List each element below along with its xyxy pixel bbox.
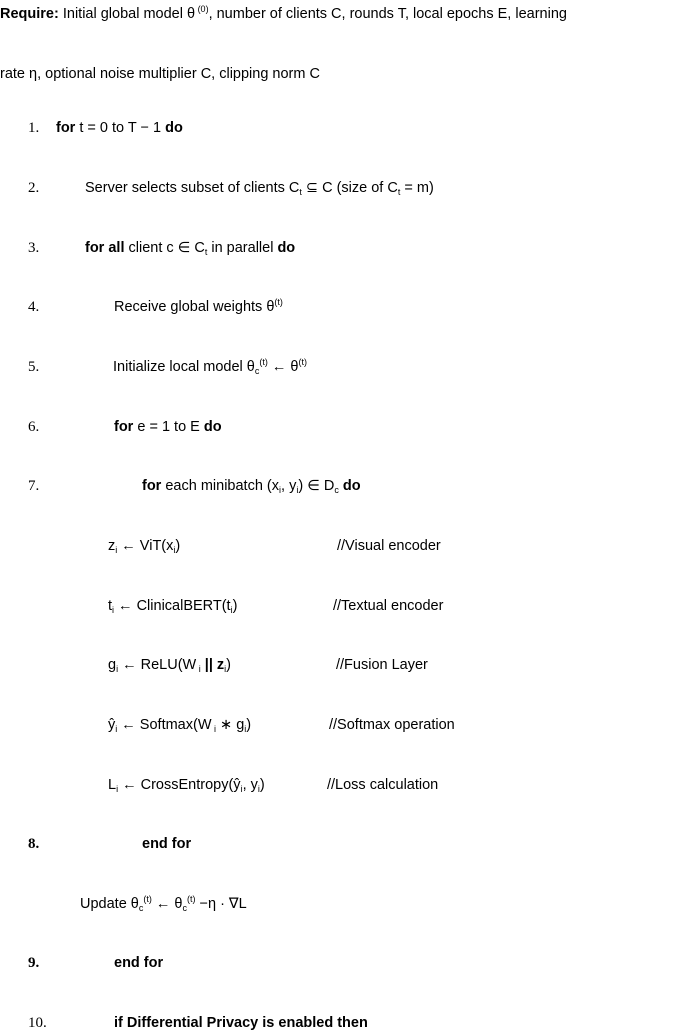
comment: //Visual encoder [337, 538, 441, 554]
comment: //Softmax operation [329, 717, 455, 733]
require-line-1: Require: Initial global model θ $^{(0)}$, number of clients C, rounds T, local epochs E, learning [0, 4, 567, 22]
comment: //Fusion Layer [336, 657, 428, 673]
require-label: Require: [0, 6, 59, 22]
comment: //Loss calculation [327, 777, 439, 793]
comment: //Textual encoder [333, 598, 444, 614]
require-line-2: rate η, optional noise multiplier C, clipping norm C [0, 66, 320, 82]
